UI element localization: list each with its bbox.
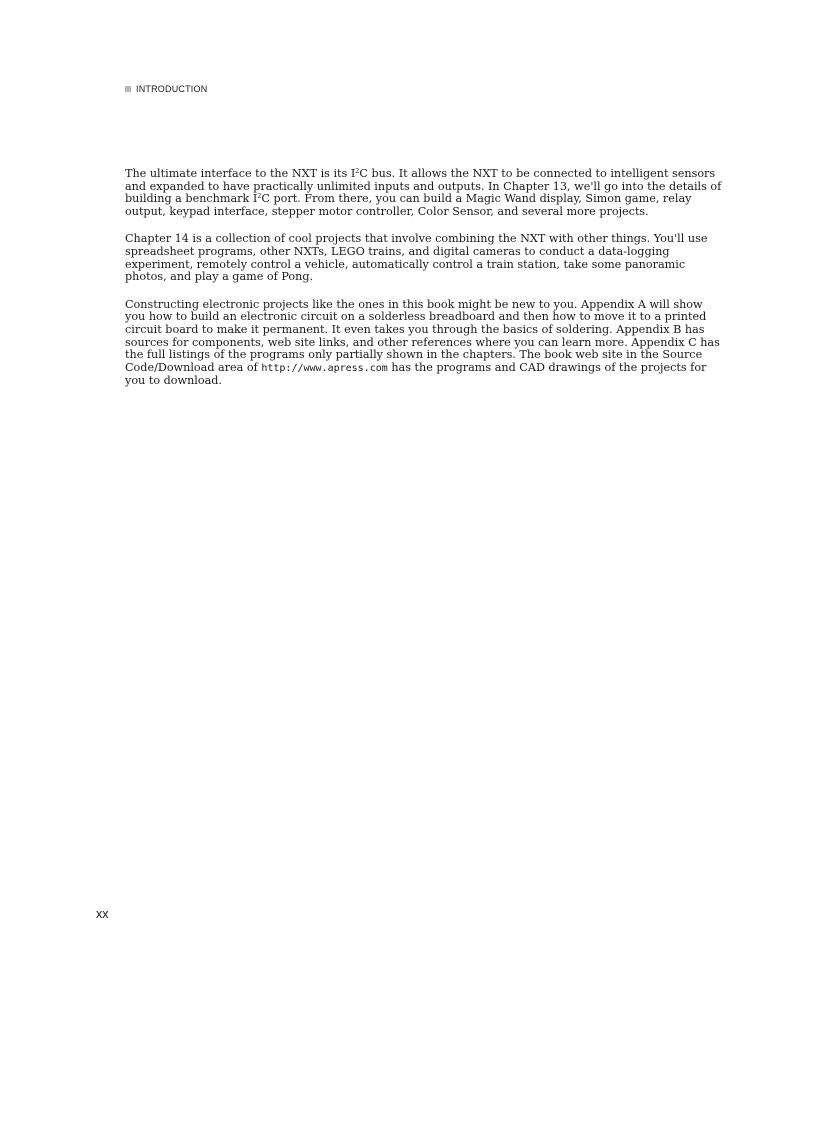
- text-line: the full listings of the programs only partially shown in the chapters. The book web site in the Source: [125, 348, 703, 362]
- paragraph-i2c: [125, 167, 722, 218]
- text-line: [125, 167, 716, 181]
- text-line: and expanded to have practically unlimited inputs and outputs. In Chapter 13, we'll go into the details of: [125, 179, 722, 193]
- text-line: [125, 193, 695, 206]
- text-run: has the programs and CAD drawings of the projects for: [387, 360, 707, 374]
- text-run: The ultimate interface to the NXT is its I: [125, 167, 356, 180]
- text-line: Chapter 14 is a collection of cool projects that involve combining the NXT with other things. You'll use: [125, 232, 708, 246]
- body-text: [125, 167, 722, 403]
- text-run: building a benchmark I: [125, 192, 258, 206]
- text-line: Constructing electronic projects like the ones in this book might be new to you. Appendix A will show: [125, 297, 703, 311]
- text-line: you to download.: [125, 374, 222, 388]
- header-square-icon: [125, 86, 131, 92]
- text-line: output, keypad interface, stepper motor controller, Color Sensor, and several more projects.: [125, 204, 649, 218]
- paragraph-chapter14: [125, 232, 708, 284]
- text-run: C bus. It allows the NXT to be connected to intelligent sensors: [359, 167, 716, 180]
- paragraph-appendices: [125, 297, 720, 388]
- text-line: circuit board to make it permanent. It even takes you through the basics of soldering. Appendix B has: [125, 322, 705, 336]
- text-run: Code/Download area of: [125, 360, 262, 374]
- text-line: spreadsheet programs, other NXTs, LEGO trains, and digital cameras to conduct a data-logging: [125, 244, 670, 258]
- superscript: 2: [355, 167, 360, 175]
- text-line: experiment, remotely control a vehicle, automatically control a train station, take some panoramic: [125, 257, 686, 271]
- text-line: sources for components, web site links, and other references where you can learn more. Appendix C has: [125, 335, 720, 349]
- running-header-label: INTRODUCTION: [136, 84, 208, 94]
- superscript: 2: [257, 192, 262, 201]
- text-run: C port. From there, you can build a Magic Wand display, Simon game, relay: [261, 192, 692, 206]
- text-line: you how to build an electronic circuit on a solderless breadboard and then how to move it to a printed: [125, 310, 707, 324]
- text-line: photos, and play a game of Pong.: [125, 270, 314, 284]
- apress-url-link[interactable]: http://www.apress.com: [261, 362, 388, 374]
- running-header: [125, 84, 207, 94]
- page-number: xx: [96, 907, 109, 921]
- text-line: [125, 360, 707, 376]
